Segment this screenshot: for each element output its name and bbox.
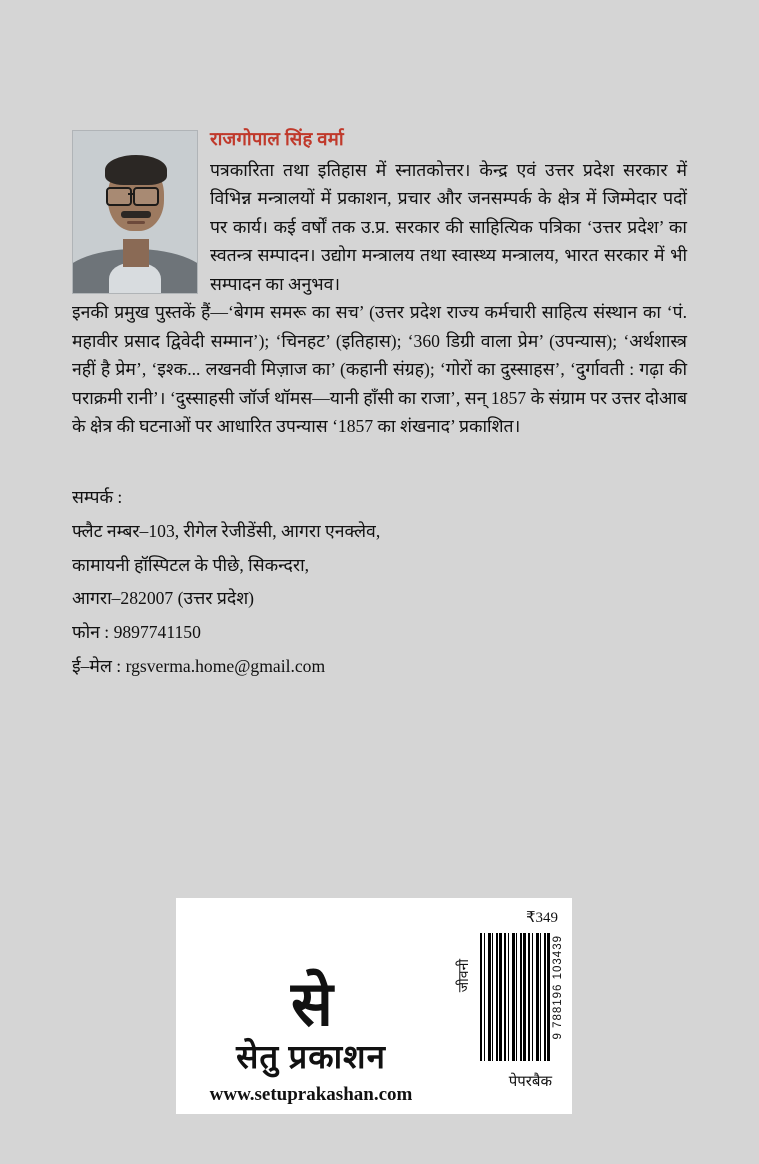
photo-moustache — [121, 211, 151, 218]
isbn-number: 9 788196 103439 — [552, 935, 564, 1040]
binding-type-label: पेपरबैक — [508, 1074, 552, 1090]
genre-label: जीवनी — [457, 959, 472, 993]
barcode-wrapper — [455, 933, 564, 1061]
contact-address-line-3: आगरा–282007 (उत्तर प्रदेश) — [72, 588, 255, 609]
publisher-website[interactable]: www.setuprakashan.com — [209, 1084, 413, 1105]
contact-heading: सम्पर्क : — [72, 486, 123, 507]
author-name: राजगोपाल सिंह वर्मा — [210, 130, 344, 150]
barcode-icon — [480, 933, 550, 1061]
photo-neck — [123, 239, 149, 267]
glasses-bridge-icon — [128, 193, 133, 195]
photo-shirt — [109, 263, 161, 294]
photo-hair — [105, 155, 167, 185]
publisher-block — [176, 898, 446, 1114]
glasses-right-lens-icon — [133, 187, 159, 206]
contact-address-line-2: कामायनी हॉस्पिटल के पीछे, सिकन्दरा, — [72, 554, 310, 575]
author-block — [72, 128, 687, 298]
glasses-left-lens-icon — [106, 187, 132, 206]
author-photo — [72, 130, 198, 294]
price-label: ₹349 — [525, 910, 558, 926]
author-bio-paragraph-1: पत्रकारिता तथा इतिहास में स्नातकोत्तर। केन्द्र एवं उत्तर प्रदेश सरकार में विभिन्न मन्त्रालयों में प्रकाशन, प्रचार और जनसम्पर्क के क्षेत्र में जिम्मेदार पदों पर कार्य। कई वर्षों तक उ.प्र. सरकार की साहित्यिक पत्रिका ‘उत्तर प्रदेश’ का स्वतन्त्र सम्पादन। उद्योग मन्त्रालय तथा स्वास्थ्य मन्त्रालय, भारत सरकार में भी सम्पादन का अनुभव। — [210, 159, 687, 294]
contact-phone: फोन : 9897741150 — [72, 622, 201, 643]
author-content-area — [72, 128, 687, 684]
photo-mouth — [127, 221, 145, 224]
contact-block — [72, 481, 687, 684]
contact-address-line-1: फ्लैट नम्बर–103, रीगेल रेजीडेंसी, आगरा एनक्लेव, — [72, 520, 381, 541]
barcode-block — [446, 898, 572, 1114]
publisher-logo-icon: से — [291, 971, 331, 1040]
publisher-barcode-panel — [176, 898, 572, 1114]
author-bio-paragraph-2: इनकी प्रमुख पुस्तकें हैं—‘बेगम समरू का सच’ (उत्तर प्रदेश राज्य कर्मचारी साहित्य संस्थान का ‘पं. महावीर प्रसाद द्विवेदी सम्मान’); ‘चिनहट’ (इतिहास); ‘360 डिग्री वाला प्रेम’ (उपन्यास); ‘अर्थशास्त्र नहीं है प्रेम’, ‘इश्क... लखनवी मिज़ाज का’ (कहानी संग्रह); ‘गोरों का दुस्साहस’, ‘दुर्गावती : गढ़ा की पराक्रमी रानी’। ‘दुस्साहसी जॉर्ज थॉमस—यानी हाँसी का राजा’, सन् 1857 के संग्राम पर उत्तर दोआब के क्षेत्र की घटनाओं पर आधारित उपन्यास ‘1857 का शंखनाद’ प्रकाशित। — [72, 302, 687, 437]
publisher-name: सेतु प्रकाशन — [236, 1040, 386, 1076]
contact-email: ई–मेल : rgsverma.home@gmail.com — [72, 655, 326, 676]
